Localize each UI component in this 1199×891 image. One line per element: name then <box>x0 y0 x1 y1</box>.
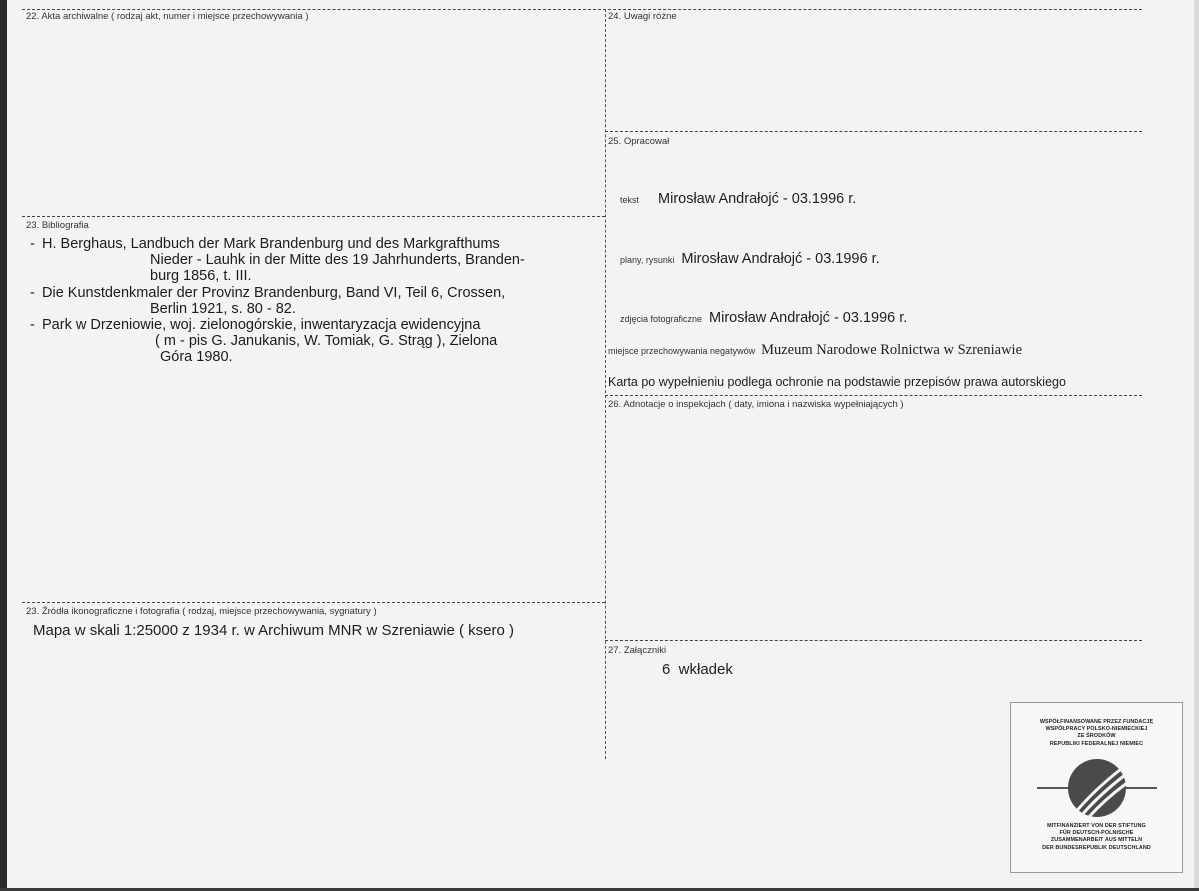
top-rule <box>22 9 1142 10</box>
author-photos-label: zdjęcia fotograficzne <box>620 314 703 324</box>
sponsor-line: REPUBLIKI FEDERALNEJ NIEMIEC <box>1049 740 1144 747</box>
author-photos-value: Mirosław Andrałojć - 03.1996 r. <box>709 310 908 326</box>
field-23b-label: 23. Źródła ikonograficzne i fotografia ( rodzaj, miejsce przechowywania, sygnatury ) <box>26 606 377 617</box>
rule-22-23 <box>22 216 605 217</box>
field-26-label: 26. Adnotacje o inspekcjach ( daty, imiona i nazwiska wypełniających ) <box>608 399 904 410</box>
sponsor-line: WSPÓŁFINANSOWANE PRZEZ FUNDACJĘ <box>1039 719 1154 725</box>
sponsor-text-pl <box>1011 719 1182 748</box>
field-24-label: 24. Uwagi różne <box>608 11 677 22</box>
author-text-label: tekst <box>620 195 640 205</box>
bibliography-line: Berlin 1921, s. 80 - 82. <box>150 300 296 317</box>
bullet-dash: - <box>30 236 35 252</box>
sponsor-line: ZUSAMMENARBEIT AUS MITTELN <box>1050 837 1143 844</box>
bibliography-entry <box>30 317 605 366</box>
field-25-label: 25. Opracował <box>608 136 670 147</box>
bibliography-line: Die Kunstdenkmaler der Provinz Brandenburg, Band VI, Teil 6, Crossen, <box>42 284 506 301</box>
field-22-label: 22. Akta archiwalne ( rodzaj akt, numer i miejsce przechowywania ) <box>26 11 309 22</box>
bibliography-line: burg 1856, t. III. <box>150 268 252 285</box>
sponsor-line: WSPÓŁPRACY POLSKO-NIEMIECKIEJ <box>1045 726 1148 733</box>
bibliography-line: ( m - pis G. Janukanis, W. Tomiak, G. Strąg ), Zielona <box>155 333 498 350</box>
rule-26-27 <box>605 640 1142 641</box>
sponsor-line: ZE ŚRODKÓW <box>1077 733 1116 740</box>
bibliography-entry <box>30 236 605 285</box>
bibliography-list <box>30 236 605 366</box>
sponsor-line: FÜR DEUTSCH-POLNISCHE <box>1059 830 1134 837</box>
center-divider <box>605 9 606 759</box>
author-plans-row <box>620 251 880 267</box>
bibliography-line: Nieder - Lauhk in der Mitte des 19 Jahrhunderts, Branden- <box>150 252 525 269</box>
bullet-dash: - <box>30 317 35 334</box>
sponsor-text-de <box>1011 823 1182 852</box>
bibliography-entry <box>30 285 605 317</box>
sponsor-logo-box <box>1010 702 1183 873</box>
author-text-value: Mirosław Andrałojć - 03.1996 r. <box>658 191 857 207</box>
rule-25-26 <box>605 395 1142 396</box>
bibliography-line: Park w Drzeniowie, woj. zielonogórskie, inwentaryzacja ewidencyjna <box>42 317 481 334</box>
right-edge <box>1194 0 1199 891</box>
author-plans-value: Mirosław Andrałojć - 03.1996 r. <box>681 251 880 267</box>
iconographic-sources-value: Mapa w skali 1:25000 z 1934 r. w Archiwum MNR w Szreniawie ( ksero ) <box>33 622 515 639</box>
bibliography-line: Góra 1980. <box>160 349 233 366</box>
author-photos-row <box>620 310 907 326</box>
negatives-storage-label: miejsce przechowywania negatywów <box>608 346 756 356</box>
field-27-label: 27. Załączniki <box>608 645 667 656</box>
rule-24-25 <box>605 131 1142 132</box>
bullet-dash: - <box>30 284 35 301</box>
foundation-logo-icon <box>1035 755 1159 821</box>
author-text-row <box>620 191 856 207</box>
sponsor-line: DER BUNDESREPUBLIK DEUTSCHLAND <box>1042 844 1151 851</box>
rule-23-23b <box>22 602 605 603</box>
sponsor-line: MITFINANZIERT VON DER STIFTUNG <box>1047 823 1146 829</box>
left-edge-shadow <box>0 0 7 891</box>
negatives-storage-value: Muzeum Narodowe Rolnictwa w Szreniawie <box>761 342 1023 358</box>
attachments-value: 6 wkładek <box>662 661 733 678</box>
copyright-notice: Karta po wypełnieniu podlega ochronie na podstawie przepisów prawa autorskiego <box>608 375 1066 389</box>
field-23-label: 23. Bibliografia <box>26 220 89 231</box>
negatives-storage-row <box>608 342 1022 359</box>
bibliography-line: H. Berghaus, Landbuch der Mark Brandenburg und des Markgrafthums <box>42 236 500 252</box>
author-plans-label: plany, rysunki <box>620 255 675 265</box>
